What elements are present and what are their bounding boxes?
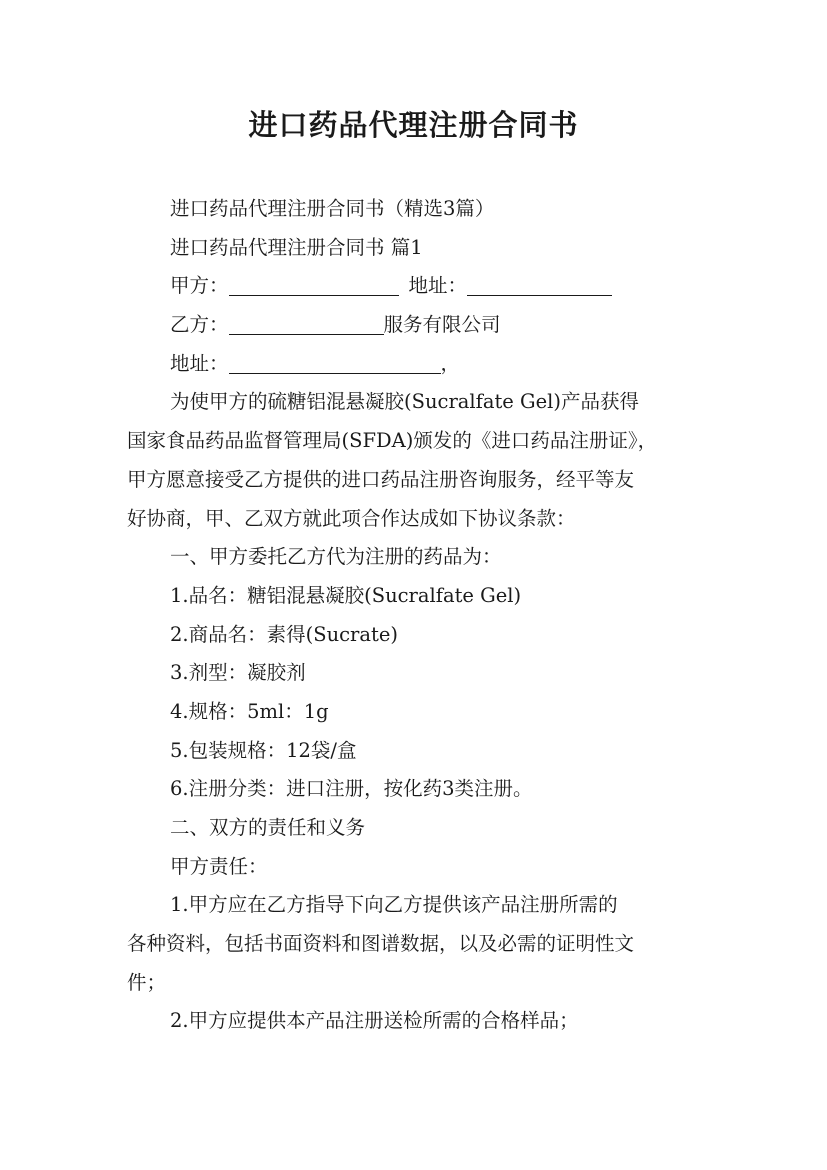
party-b-line [127,306,717,345]
party-a-line [127,267,717,306]
party-b-address-blank[interactable] [229,349,441,374]
party-a-label: 甲方： [170,274,229,298]
list-item: 3.剂型：凝胶剂 [170,661,306,685]
party-a-name-blank[interactable] [229,271,399,296]
list-item: 1.品名：糖铝混悬凝胶(Sucralfate Gel) [170,583,522,607]
document-title: 进口药品代理注册合同书 [248,108,579,142]
list-item: 6.注册分类：进口注册，按化药3类注册。 [170,777,533,801]
intro-line: 为使甲方的硫糖铝混悬凝胶(Sucralfate Gel)产品获得 [170,390,640,414]
list-item: 2.商品名：素得(Sucrate) [170,622,398,646]
duty-line: 1.甲方应在乙方指导下向乙方提供该产品注册所需的 [170,893,618,917]
party-b-address-label: 地址： [170,351,229,375]
document-body [127,190,717,1041]
duty-line: 2.甲方应提供本产品注册送检所需的合格样品； [170,1009,579,1033]
party-b-address-suffix: ， [440,351,461,375]
intro-line: 好协商，甲、乙双方就此项合作达成如下协议条款： [127,506,576,530]
intro-line: 甲方愿意接受乙方提供的进口药品注册咨询服务，经平等友 [127,467,635,491]
intro-line: 国家食品药品监督管理局(SFDA)颁发的《进口药品注册证》， [127,429,658,453]
party-b-label: 乙方： [170,313,229,337]
party-a-address-blank[interactable] [467,271,612,296]
list-item: 5.包装规格：12袋/盒 [170,738,357,762]
party-b-address-line [127,345,717,384]
clause2-heading: 二、双方的责任和义务 [170,816,366,839]
party-b-name-blank[interactable] [229,310,384,335]
duty-line: 各种资料，包括书面资料和图谱数据，以及必需的证明性文 [127,932,635,956]
party-a-duties-label: 甲方责任： [170,854,268,878]
section-heading: 进口药品代理注册合同书 篇1 [170,235,423,259]
list-item: 4.规格：5ml：1g [170,699,329,723]
clause1-heading: 一、甲方委托乙方代为注册的药品为： [170,545,502,569]
party-a-address-label: 地址： [408,274,468,298]
duty-line: 件； [127,970,167,994]
document-subtitle: 进口药品代理注册合同书（精选3篇） [170,197,495,220]
party-b-suffix: 服务有限公司 [383,313,501,337]
